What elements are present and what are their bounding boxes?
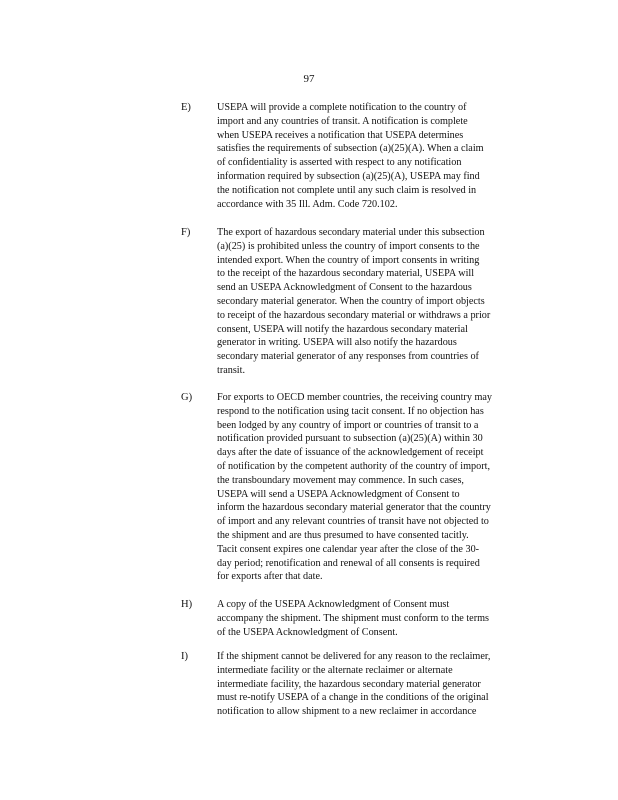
- item-body: [217, 391, 539, 584]
- text-line: The export of hazardous secondary material under this subsection: [217, 227, 485, 238]
- item-label: F): [181, 227, 191, 238]
- item-body: [217, 598, 539, 639]
- text-line: notification provided pursuant to subsection (a)(25)(A) within 30: [217, 433, 483, 445]
- text-line: transit.: [217, 364, 246, 376]
- text-line: days after the date of issuance of the acknowledgement of receipt: [217, 447, 484, 459]
- text-line: of notification by the competent authority of the country of import,: [217, 460, 491, 472]
- text-line: when USEPA receives a notification that USEPA determines: [217, 129, 464, 141]
- text-line: the notification not complete until any such claim is resolved in: [217, 184, 477, 196]
- item-body: [217, 226, 539, 378]
- text-line: of import and any relevant countries of transit have not objected to: [217, 516, 489, 528]
- text-line: consent, USEPA will notify the hazardous secondary material: [217, 323, 468, 335]
- text-line: information required by subsection (a)(25)(A), USEPA may find: [217, 170, 480, 182]
- text-line: satisfies the requirements of subsection (a)(25)(A). When a claim: [217, 143, 484, 155]
- page-number: 97: [303, 73, 315, 85]
- text-line: accompany the shipment. The shipment must conform to the terms: [217, 612, 489, 624]
- text-line: Tacit consent expires one calendar year after the close of the 30-: [217, 543, 480, 555]
- text-line: must re-notify USEPA of a change in the conditions of the original: [217, 692, 489, 704]
- text-line: been lodged by any country of import or countries of transit to a: [217, 419, 479, 431]
- text-line: respond to the notification using tacit consent. If no objection has: [217, 405, 484, 417]
- text-line: send an USEPA Acknowledgment of Consent to the hazardous: [217, 282, 472, 294]
- text-line: USEPA will provide a complete notification to the country of: [217, 102, 467, 113]
- text-line: notification to allow shipment to a new reclaimer in accordance: [217, 706, 477, 718]
- text-line: secondary material generator. When the country of import objects: [217, 295, 485, 307]
- text-line: the transboundary movement may commence. In such cases,: [217, 474, 464, 486]
- text-line: For exports to OECD member countries, the receiving country may: [217, 392, 492, 403]
- item-body: [217, 101, 539, 211]
- text-line: inform the hazardous secondary material generator that the country: [217, 502, 491, 514]
- text-line: A copy of the USEPA Acknowledgment of Consent must: [217, 599, 450, 610]
- text-line: of the USEPA Acknowledgment of Consent.: [217, 626, 398, 638]
- text-line: day period; renotification and renewal of all consents is required: [217, 557, 480, 569]
- text-line: If the shipment cannot be delivered for any reason to the reclaimer,: [217, 651, 491, 662]
- text-line: for exports after that date.: [217, 571, 323, 583]
- text-line: accordance with 35 Ill. Adm. Code 720.102.: [217, 198, 398, 210]
- text-line: intended export. When the country of import consents in writing: [217, 254, 480, 266]
- item-label: I): [181, 651, 188, 662]
- text-line: USEPA will send a USEPA Acknowledgment of Consent to: [217, 488, 460, 500]
- text-line: secondary material generator of any responses from countries of: [217, 351, 479, 363]
- text-line: to the receipt of the hazardous secondary material, USEPA will: [217, 268, 475, 280]
- text-line: intermediate facility or the alternate reclaimer or alternate: [217, 664, 453, 676]
- text-line: the shipment and are thus presumed to have consented tacitly.: [217, 529, 469, 541]
- text-line: generator in writing. USEPA will also notify the hazardous: [217, 337, 457, 349]
- item-label: H): [181, 599, 193, 610]
- text-line: import and any countries of transit. A notification is complete: [217, 115, 468, 127]
- text-line: intermediate facility, the hazardous secondary material generator: [217, 678, 481, 690]
- text-line: to receipt of the hazardous secondary material or withdraws a prior: [217, 309, 491, 321]
- item-label: G): [181, 392, 193, 403]
- text-line: (a)(25) is prohibited unless the country of import consents to the: [217, 240, 480, 252]
- item-label: E): [181, 102, 191, 113]
- item-body: [217, 650, 539, 719]
- text-line: of confidentiality is asserted with respect to any notification: [217, 157, 462, 169]
